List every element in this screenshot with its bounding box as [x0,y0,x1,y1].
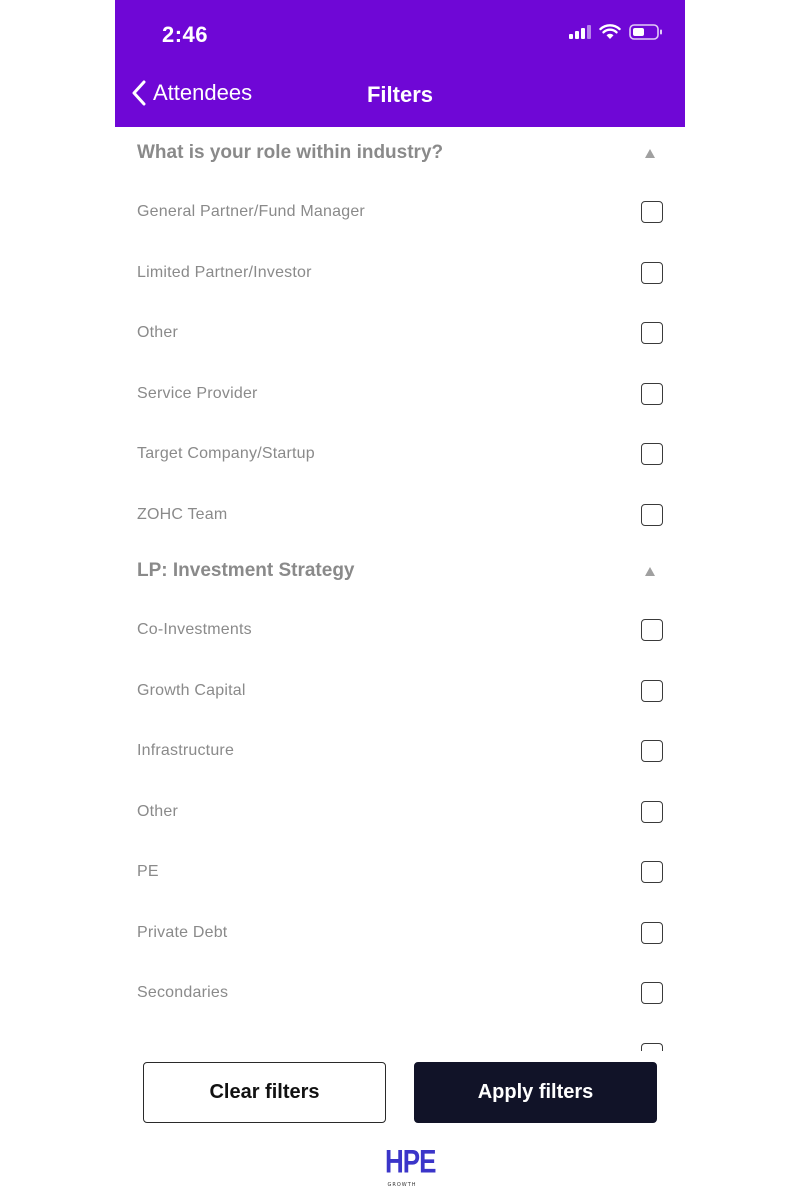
filter-checkbox[interactable] [641,922,663,944]
filter-checkbox[interactable] [641,322,663,344]
filter-checkbox[interactable] [641,504,663,526]
filter-option-row[interactable] [137,374,663,414]
caret-up-icon[interactable] [645,567,655,576]
filter-option-row[interactable] [137,671,663,711]
filter-list[interactable] [115,127,685,1047]
filter-option-row[interactable] [137,495,663,535]
battery-icon [629,24,663,40]
phone-screen [115,0,685,1200]
filter-checkbox[interactable] [641,801,663,823]
filter-option-label: Other [137,803,179,820]
logo-mark: HPE [385,1142,436,1180]
logo-subtext: GROWTH [387,1182,417,1188]
filter-checkbox[interactable] [641,201,663,223]
filter-option-row[interactable] [137,253,663,293]
section-title: What is your role within industry? [137,142,444,163]
filter-option-label: Infrastructure [137,742,235,759]
filter-checkbox-partial[interactable] [641,1043,663,1051]
filter-option-row[interactable] [137,731,663,771]
filter-option-row[interactable] [137,313,663,353]
filter-checkbox[interactable] [641,383,663,405]
filter-checkbox[interactable] [641,982,663,1004]
status-icons [569,24,663,40]
filter-option-label: Secondaries [137,984,229,1001]
filter-option-label: Limited Partner/Investor [137,264,312,281]
filter-option-row[interactable] [137,913,663,953]
app-header [115,0,685,127]
apply-filters-button[interactable]: Apply filters [414,1062,657,1123]
filter-option-label: ZOHC Team [137,506,228,523]
filter-option-row[interactable] [137,792,663,832]
filter-checkbox[interactable] [641,443,663,465]
filter-option-label: Target Company/Startup [137,445,315,462]
filter-option-row[interactable] [137,434,663,474]
section-title: LP: Investment Strategy [137,560,355,581]
caret-up-icon[interactable] [645,149,655,158]
filter-checkbox[interactable] [641,740,663,762]
filter-option-row[interactable] [137,610,663,650]
filter-checkbox[interactable] [641,680,663,702]
section-header-lp-strategy[interactable] [137,560,663,582]
filter-option-label: PE [137,863,159,880]
filter-option-label: Co-Investments [137,621,252,638]
filter-checkbox[interactable] [641,861,663,883]
filter-option-label: General Partner/Fund Manager [137,203,365,220]
filter-option-row[interactable] [137,973,663,1013]
filter-option-label: Private Debt [137,924,228,941]
filter-option-label: Service Provider [137,385,258,402]
page-title: Filters [366,82,434,107]
filter-checkbox[interactable] [641,619,663,641]
status-time: 2:46 [162,22,209,47]
filter-checkbox[interactable] [641,262,663,284]
section-header-role[interactable] [137,142,663,164]
filter-option-label: Growth Capital [137,682,246,699]
filter-option-label: Other [137,324,179,341]
brand-logo [385,1142,436,1188]
back-button-label: Attendees [153,80,253,105]
wifi-icon [599,24,621,40]
clear-filters-button[interactable]: Clear filters [143,1062,386,1123]
signal-icon [569,25,591,39]
filter-option-row[interactable] [137,192,663,232]
filter-option-row[interactable] [137,852,663,892]
